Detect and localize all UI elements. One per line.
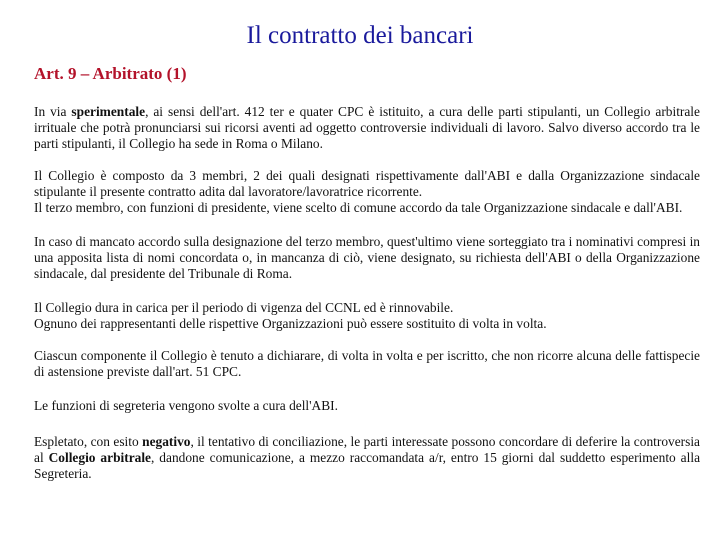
paragraph-establishment: In via sperimentale, ai sensi dell'art. 412 ter e quater CPC è istituito, a cura delle parti stipulanti, un Collegio arbitrale irrituale che potrà pronunciarsi sui ricorsi aventi ad oggetto controversie individuali di lavoro. Salvo diverso accordo tra le parti stipulanti, il Collegio ha sede in Roma o Milano. — [34, 104, 700, 151]
composition-members: Il Collegio è composto da 3 membri, 2 dei quali designati rispettivamente dall'ABI e dalla Organizzazione sindacale stipulante il presente contratto adita dal lavoratore/lavoratrice ricorrente. — [34, 168, 700, 199]
emphasis-negativo: negativo — [142, 434, 191, 449]
article-heading: Art. 9 – Arbitrato (1) — [34, 64, 187, 83]
duration-substitution: Ognuno dei rappresentanti delle rispettive Organizzazioni può essere sostituito di volta in volta. — [34, 316, 547, 331]
paragraph-secretariat: Le funzioni di segreteria vengono svolte a cura dell'ABI. — [34, 398, 338, 413]
paragraph-abstention: Ciascun componente il Collegio è tenuto a dichiarare, di volta in volta e per iscritto, che non ricorre alcuna delle fattispecie di astensione previste dall'art. 51 CPC. — [34, 348, 700, 379]
paragraph-referral: Espletato, con esito negativo, il tentativo di conciliazione, le parti interessate possono concordare di deferire la controversia al Collegio arbitrale, dandone comunicazione, a mezzo raccomandata a/r, entro 15 giorni dal suddetto esperimento alla Segreteria. — [34, 434, 701, 481]
paragraph-duration — [34, 300, 700, 332]
emphasis-collegio-arbitrale: Collegio arbitrale — [48, 450, 152, 465]
composition-president: Il terzo membro, con funzioni di presidente, viene scelto di comune accordo da tale Organizzazione sindacale e dall'ABI. — [34, 200, 683, 215]
duration-term: Il Collegio dura in carica per il periodo di vigenza del CCNL ed è rinnovabile. — [34, 300, 454, 315]
paragraph-designation: In caso di mancato accordo sulla designazione del terzo membro, quest'ultimo viene sorteggiato tra i nominativi compresi in una apposita lista di nomi concordata o, in mancanza di ciò, viene designato, su richiesta dell'ABI o della Organizzazione sindacale, dal presidente del Tribunale di Roma. — [34, 234, 700, 281]
paragraph-composition — [34, 168, 700, 216]
article-body — [34, 104, 700, 498]
page-title: Il contratto dei bancari — [246, 22, 474, 49]
emphasis-sperimentale: sperimentale — [71, 104, 146, 119]
